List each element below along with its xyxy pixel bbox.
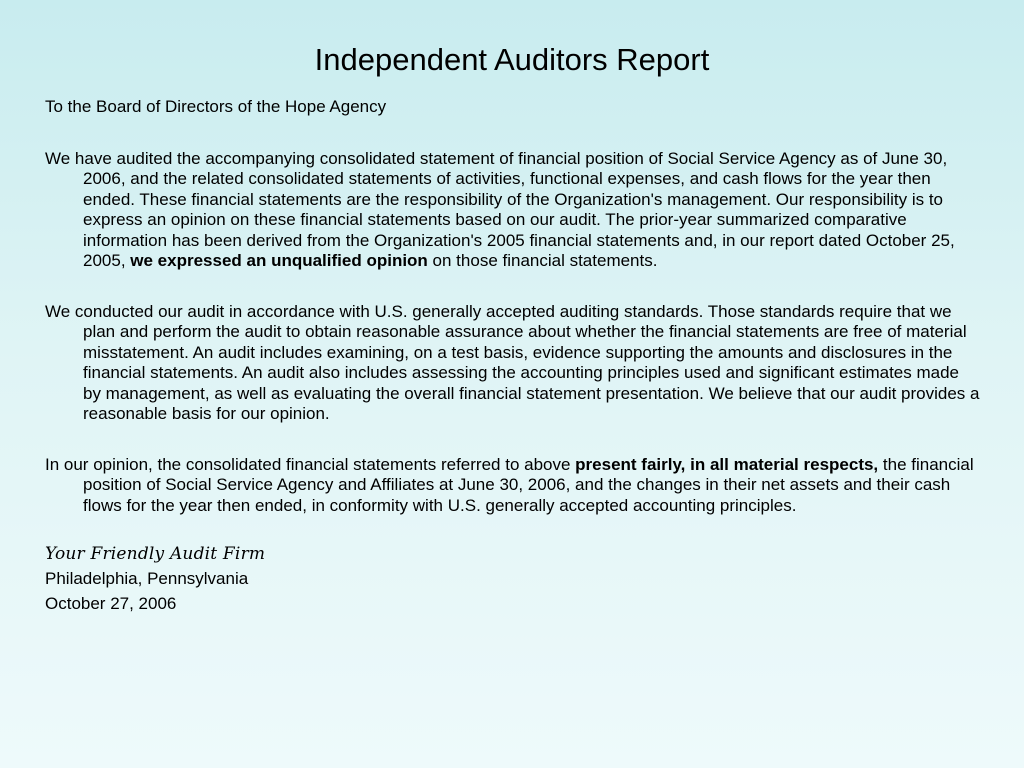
firm-signature: Your Friendly Audit Firm [45, 544, 266, 564]
paragraph-audit-standards [45, 302, 980, 425]
paragraph-3-bold: present fairly, in all material respects, [575, 454, 879, 474]
page-title: Independent Auditors Report [314, 42, 710, 77]
paragraph-3-text-a: In our opinion, the consolidated financial statements referred to above [45, 454, 576, 474]
paragraph-opinion [45, 455, 980, 517]
firm-location: Philadelphia, Pennsylvania [45, 569, 249, 588]
paragraph-1-text-a: We have audited the accompanying consolidated statement of financial position of Social Service Agency as of June 30, 2006, and the related consolidated statements of activities, functional expenses, and cash flows for the year then ended. These financial statements are the responsibility of the Organization's management. Our responsibility is to express an opinion on these financial statements based on our audit. The prior-year summarized comparative information has been derived from the Organization's 2005 financial statements and, in our report dated October 25, 2005, [45, 148, 955, 270]
paragraph-3-text-b: the financial position of Social Service Agency and Affiliates at June 30, 2006, and the changes in their net assets and their cash flows for the year then ended, in conformity with U.S. generally accepted accounting principles. [83, 454, 974, 515]
paragraph-1-text-b: on those financial statements. [427, 251, 658, 270]
addressee [45, 97, 980, 118]
addressee-text: To the Board of Directors of the Hope Agency [45, 97, 387, 116]
paragraph-audit-scope [45, 149, 980, 272]
report-date: October 27, 2006 [45, 593, 177, 613]
paragraph-2-text: We conducted our audit in accordance with U.S. generally accepted auditing standards. Those standards require that we plan and perform the audit to obtain reasonable assurance about whether the financial statements are free of material misstatement. An audit includes examining, on a test basis, evidence supporting the amounts and disclosures in the financial statements. An audit also includes assessing the accounting principles used and significant estimates made by management, as well as evaluating the overall financial statement presentation. We believe that our audit provides a reasonable basis for our opinion. [45, 301, 980, 423]
report-body [45, 97, 980, 614]
paragraph-1-bold: we expressed an unqualified opinion [130, 251, 428, 270]
